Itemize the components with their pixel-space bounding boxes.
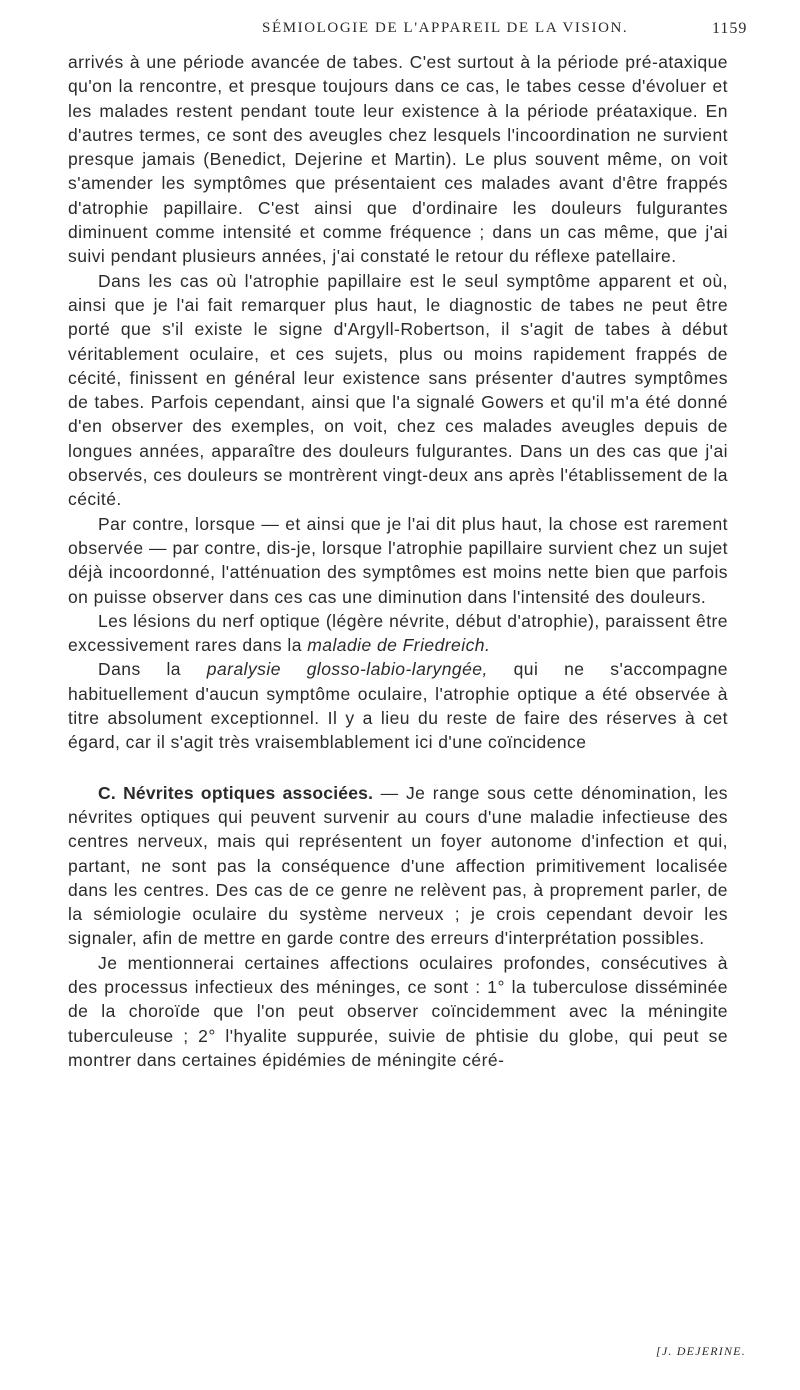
paragraph-nevrites-optiques — [68, 781, 728, 951]
friedreich-italic: maladie de Friedreich. — [307, 635, 491, 656]
friedreich-text: Les lésions du nerf optique (légère névrite, début d'atrophie), paraissent être excessivement rares dans la — [68, 610, 728, 656]
paragraph-tabes-continuation: arrivés à une période avancée de tabes. C'est surtout à la période pré-ataxique qu'on la rencontre, et presque toujours dans ce cas, le tabes cesse d'évoluer et les malades restent pendant toute leur existence à la période préataxique. En d'autres termes, ce sont des aveugles chez lesquels l'incoordination ne survient presque jamais (Benedict, Dejerine et Martin). Le plus souvent même, on voit s'amender les symptômes que présentaient ces malades avant d'être frappés d'atrophie papillaire. C'est ainsi que d'ordinaire les douleurs fulgurantes diminuent comme intensité et comme fréquence ; dans un cas même, que j'ai suivi pendant plusieurs années, j'ai constaté le retour du réflexe patellaire. — [68, 52, 728, 267]
paragraph-atrophie-papillaire: Dans les cas où l'atrophie papillaire est le seul symptôme apparent et où, ainsi que je l'ai fait remarquer plus haut, le diagnostic de tabes ne peut être porté que s'il existe le signe d'Argyll-Robertson, il s'agit de tabes à début véritablement oculaire, et ces sujets, plus ou moins rapidement frappés de cécité, finissent en général leur existence sans présenter d'autres symptômes de tabes. Parfois cependant, ainsi que l'a signalé Gowers et qu'il m'a été donné d'en observer des exemples, on voit, chez ces malades aveugles depuis de longues années, apparaître des douleurs fulgurantes. Dans un des cas que j'ai observés, ces douleurs se montrèrent vingt-deux ans après l'établissement de la cécité. — [68, 270, 728, 510]
paralysie-italic: paralysie glosso-labio-laryngée, — [206, 659, 488, 680]
body-text — [68, 50, 728, 1072]
paralysie-lead: Dans la — [98, 659, 207, 680]
paragraph-affections-oculaires: Je mentionnerai certaines affections oculaires profondes, consécutives à des processus infectieux des méninges, ce sont : 1° la tuberculose disséminée de la choroïde que l'on peut observer coïncidemment avec la méningite tuberculeuse ; 2° l'hyalite suppurée, suivie de phtisie du globe, qui peut se montrer dans certaines épidémies de méningite céré- — [68, 952, 728, 1070]
printer-signature: [J. DEJERINE. — [656, 1344, 746, 1358]
nevrites-text: — Je range sous cette dénomination, les névrites optiques qui peuvent survenir au cours d'une maladie infectieuse des centres nerveux, mais qui représentent un foyer autonome d'infection et qui, partant, ne sont pas la conséquence d'une affection primitivement localisée dans les centres. Des cas de ce genre ne relèvent pas, à proprement parler, de la sémiologie oculaire du système nerveux ; je crois cependant devoir les signaler, afin de mettre en garde contre des erreurs d'interprétation possibles. — [68, 782, 728, 949]
paragraph-par-contre: Par contre, lorsque — et ainsi que je l'ai dit plus haut, la chose est rarement observée — par contre, dis-je, lorsque l'atrophie papillaire survient chez un sujet déjà incoordonné, l'atténuation des symptômes est moins nette bien que parfois on puisse observer dans ces cas une diminution dans l'intensité des douleurs. — [68, 513, 728, 607]
page-number: 1159 — [712, 20, 748, 37]
section-heading-nevrites: C. Névrites optiques associées. — [98, 782, 374, 803]
paragraph-paralysie — [68, 657, 728, 754]
paragraph-friedreich — [68, 609, 728, 658]
running-title: SÉMIOLOGIE DE L'APPAREIL DE LA VISION. — [262, 20, 629, 36]
running-header — [0, 20, 800, 48]
paralysie-text: qui ne s'accompagne habituellement d'aucun symptôme oculaire, l'atrophie optique a été observée à titre absolument exceptionnel. Il y a lieu du reste de faire des réserves à cet égard, car il s'agit très vraisemblablement ici d'une coïncidence — [68, 659, 728, 753]
